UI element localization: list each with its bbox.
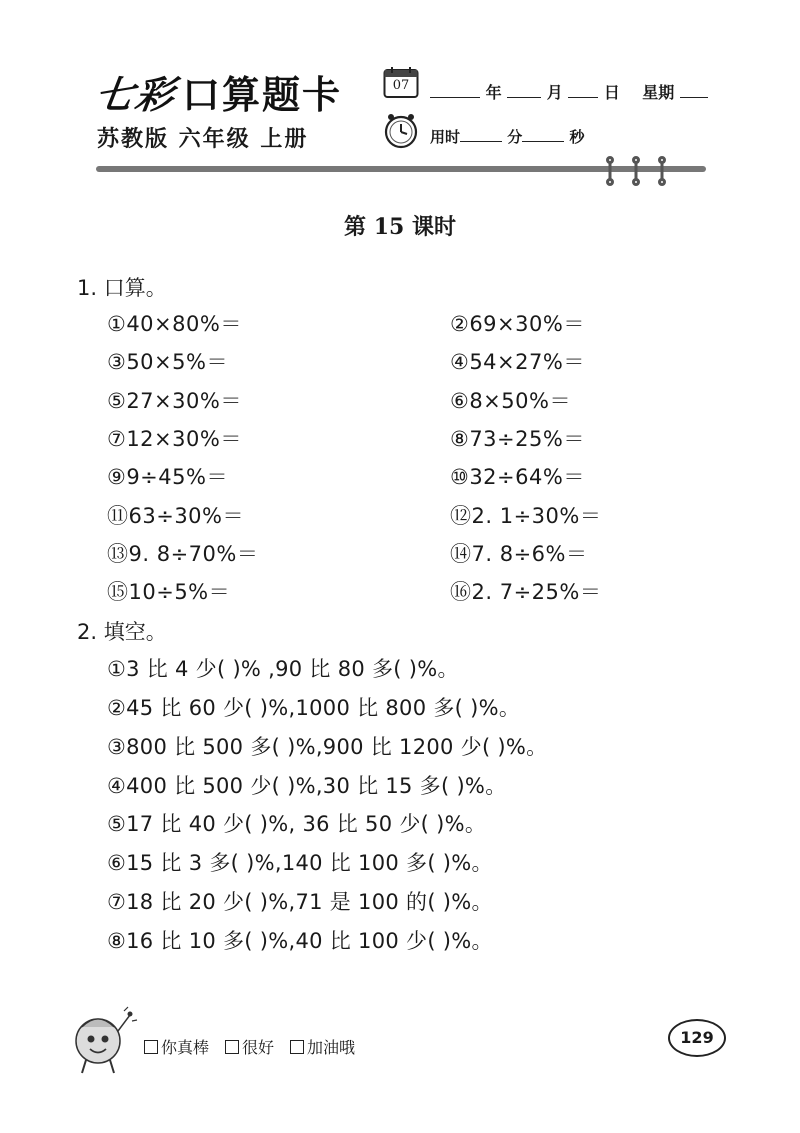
check-label: 很好 xyxy=(242,1038,275,1057)
calendar-icon xyxy=(383,67,419,99)
check-item-good[interactable] xyxy=(225,1035,274,1058)
checkbox[interactable] xyxy=(290,1040,304,1054)
year-label: 年 xyxy=(485,83,502,102)
second-label: 秒 xyxy=(569,128,585,146)
checkbox[interactable] xyxy=(144,1040,158,1054)
self-evaluation-checks xyxy=(144,1035,371,1058)
check-label: 加油哦 xyxy=(307,1038,356,1057)
fill-blank-item: ④400 比 500 少( )%,30 比 15 多( )%。 xyxy=(107,774,507,798)
fill-blank-item: ⑥15 比 3 多( )%,140 比 100 多( )%。 xyxy=(107,851,493,875)
weekday-label: 星期 xyxy=(642,83,675,102)
edition-label: 苏教版 六年级 上册 xyxy=(97,127,309,152)
page-number: 129 xyxy=(668,1019,726,1057)
brand-subtitle: 口算题卡 xyxy=(182,72,343,117)
fill-blank-item: ③800 比 500 多( )%,900 比 1200 少( )%。 xyxy=(107,735,548,759)
time-used-line xyxy=(430,126,585,147)
time-used-label: 用时 xyxy=(430,128,461,146)
problem-item: ⑭7. 8÷6%＝ xyxy=(450,542,588,566)
mascot-icon xyxy=(68,1005,138,1075)
checkbox[interactable] xyxy=(225,1040,239,1054)
check-item-great[interactable] xyxy=(144,1035,209,1058)
problem-item: ⑤27×30%＝ xyxy=(107,389,242,413)
lesson-title: 第 15 课时 xyxy=(344,214,456,240)
problem-item: ②69×30%＝ xyxy=(450,312,585,336)
problem-item: ④54×27%＝ xyxy=(450,350,585,374)
calendar-day: 07 xyxy=(392,78,410,93)
brand-logo-text: 七彩 xyxy=(92,72,179,117)
problem-item: ⑪63÷30%＝ xyxy=(107,504,244,528)
problem-item: ③50×5%＝ xyxy=(107,350,228,374)
problem-item: ⑦12×30%＝ xyxy=(107,427,242,451)
problem-item: ⑫2. 1÷30%＝ xyxy=(450,504,602,528)
fill-blank-item: ⑧16 比 10 多( )%,40 比 100 少( )%。 xyxy=(107,929,493,953)
problem-item: ⑮10÷5%＝ xyxy=(107,580,231,604)
check-item-keep-going[interactable] xyxy=(290,1035,355,1058)
day-label: 日 xyxy=(603,83,620,102)
section-2-heading: 2. 填空。 xyxy=(77,620,167,644)
section-1-heading: 1. 口算。 xyxy=(77,276,167,300)
fill-blank-item: ⑤17 比 40 少( )%, 36 比 50 少( )%。 xyxy=(107,812,487,836)
date-line xyxy=(430,80,708,103)
brand-title xyxy=(92,64,343,119)
problem-item: ⑧73÷25%＝ xyxy=(450,427,585,451)
fill-blank-item: ②45 比 60 少( )%,1000 比 800 多( )%。 xyxy=(107,696,521,720)
clock-icon xyxy=(383,113,419,149)
minute-label: 分 xyxy=(507,128,523,146)
fill-blank-item: ①3 比 4 少( )% ,90 比 80 多( )%。 xyxy=(107,657,459,681)
problem-item: ⑯2. 7÷25%＝ xyxy=(450,580,602,604)
problem-item: ①40×80%＝ xyxy=(107,312,242,336)
fill-blank-item: ⑦18 比 20 少( )%,71 是 100 的( )%。 xyxy=(107,890,493,914)
month-label: 月 xyxy=(546,83,563,102)
problem-item: ⑨9÷45%＝ xyxy=(107,465,228,489)
problem-item: ⑩32÷64%＝ xyxy=(450,465,585,489)
check-label: 你真棒 xyxy=(161,1038,210,1057)
problem-item: ⑥8×50%＝ xyxy=(450,389,571,413)
binder-rings-icon xyxy=(600,156,680,186)
problem-item: ⑬9. 8÷70%＝ xyxy=(107,542,259,566)
